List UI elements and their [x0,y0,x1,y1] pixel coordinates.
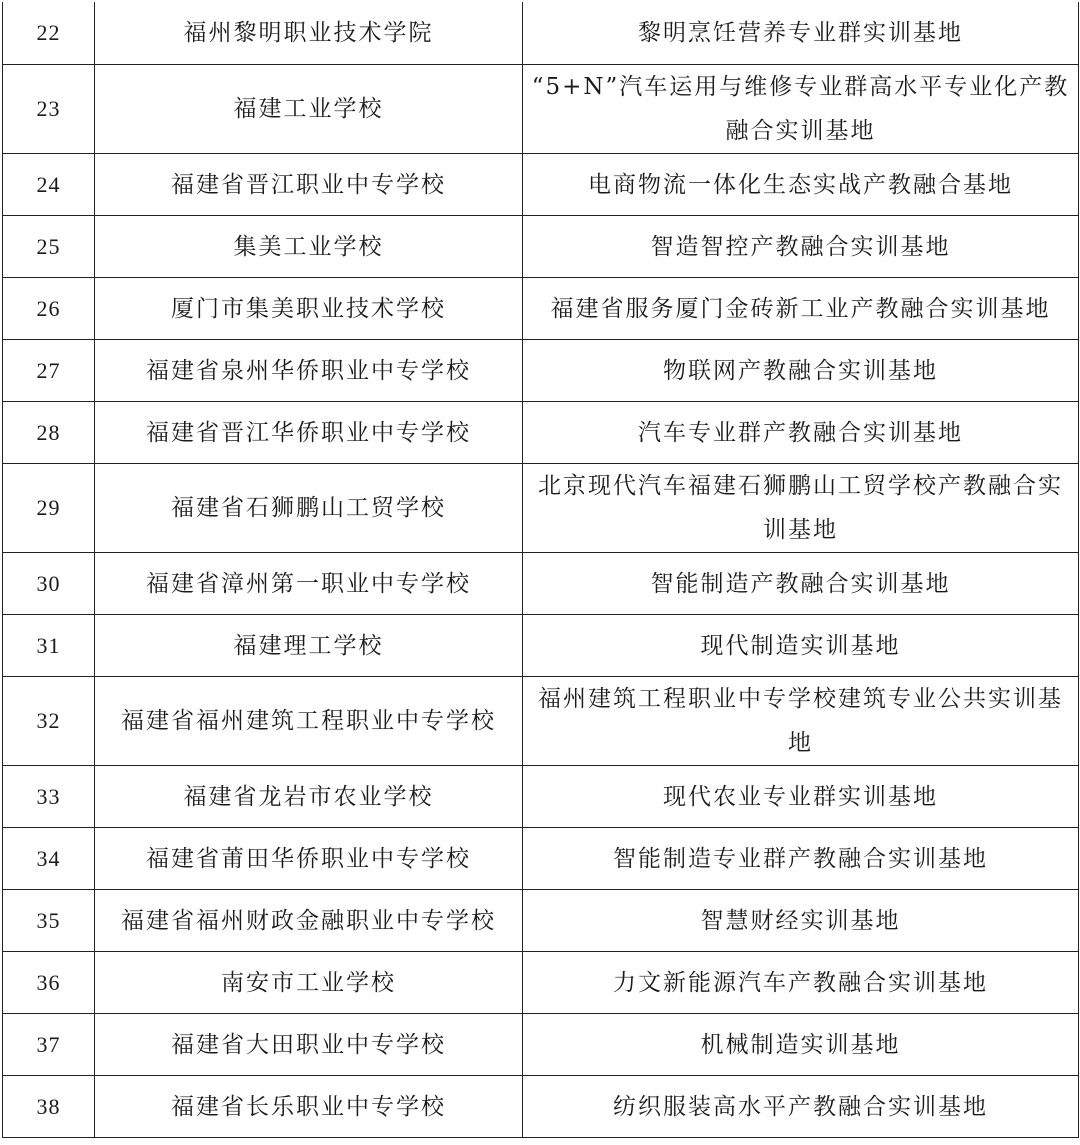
training-base-name: 电商物流一体化生态实战产教融合基地 [523,154,1079,216]
training-base-name: 纺织服装高水平产教融合实训基地 [523,1076,1079,1138]
row-number: 35 [3,890,95,952]
school-name: 南安市工业学校 [95,952,523,1014]
school-name: 福建省石狮鹏山工贸学校 [95,464,523,553]
training-base-name: 智慧财经实训基地 [523,890,1079,952]
school-name: 福建省晋江职业中专学校 [95,154,523,216]
table-row [3,2,1079,65]
school-name: 福建省福州建筑工程职业中专学校 [95,677,523,766]
training-base-name: 黎明烹饪营养专业群实训基地 [523,2,1079,65]
row-number: 38 [3,1076,95,1138]
table-row [3,154,1079,216]
training-base-name: 物联网产教融合实训基地 [523,340,1079,402]
row-number: 29 [3,464,95,553]
training-base-name: 智能制造产教融合实训基地 [523,553,1079,615]
table-row [3,828,1079,890]
row-number: 32 [3,677,95,766]
training-base-name: 汽车专业群产教融合实训基地 [523,402,1079,464]
table-row [3,615,1079,677]
row-number: 30 [3,553,95,615]
table-row [3,1014,1079,1076]
row-number: 24 [3,154,95,216]
row-number: 28 [3,402,95,464]
school-name: 福建工业学校 [95,65,523,154]
row-number: 22 [3,2,95,65]
training-base-name: 福建省服务厦门金砖新工业产教融合实训基地 [523,278,1079,340]
row-number: 36 [3,952,95,1014]
table-row [3,890,1079,952]
table-row [3,278,1079,340]
school-name: 厦门市集美职业技术学校 [95,278,523,340]
training-base-name: 智能制造专业群产教融合实训基地 [523,828,1079,890]
table-row [3,677,1079,766]
table-row [3,952,1079,1014]
school-name: 福建理工学校 [95,615,523,677]
table-row [3,553,1079,615]
table-row [3,464,1079,553]
table-row [3,766,1079,828]
row-number: 34 [3,828,95,890]
training-base-name: 智造智控产教融合实训基地 [523,216,1079,278]
school-name: 福建省泉州华侨职业中专学校 [95,340,523,402]
row-number: 26 [3,278,95,340]
table-row [3,402,1079,464]
table-row [3,65,1079,154]
training-base-name: 现代制造实训基地 [523,615,1079,677]
training-base-name: 北京现代汽车福建石狮鹏山工贸学校产教融合实训基地 [523,464,1079,553]
row-number: 31 [3,615,95,677]
school-name: 福建省莆田华侨职业中专学校 [95,828,523,890]
row-number: 25 [3,216,95,278]
table-row [3,340,1079,402]
training-base-name: 福州建筑工程职业中专学校建筑专业公共实训基地 [523,677,1079,766]
training-base-table [2,2,1079,1138]
row-number: 37 [3,1014,95,1076]
school-name: 福建省晋江华侨职业中专学校 [95,402,523,464]
school-name: 福建省漳州第一职业中专学校 [95,553,523,615]
training-base-name: 力文新能源汽车产教融合实训基地 [523,952,1079,1014]
school-name: 福建省福州财政金融职业中专学校 [95,890,523,952]
row-number: 33 [3,766,95,828]
table-row [3,1076,1079,1138]
school-name: 福建省大田职业中专学校 [95,1014,523,1076]
school-name: 集美工业学校 [95,216,523,278]
training-base-name: 机械制造实训基地 [523,1014,1079,1076]
row-number: 27 [3,340,95,402]
row-number: 23 [3,65,95,154]
school-name: 福州黎明职业技术学院 [95,2,523,65]
training-base-name: 现代农业专业群实训基地 [523,766,1079,828]
training-base-name: “5+N”汽车运用与维修专业群高水平专业化产教融合实训基地 [523,65,1079,154]
school-name: 福建省龙岩市农业学校 [95,766,523,828]
school-name: 福建省长乐职业中专学校 [95,1076,523,1138]
table-row [3,216,1079,278]
